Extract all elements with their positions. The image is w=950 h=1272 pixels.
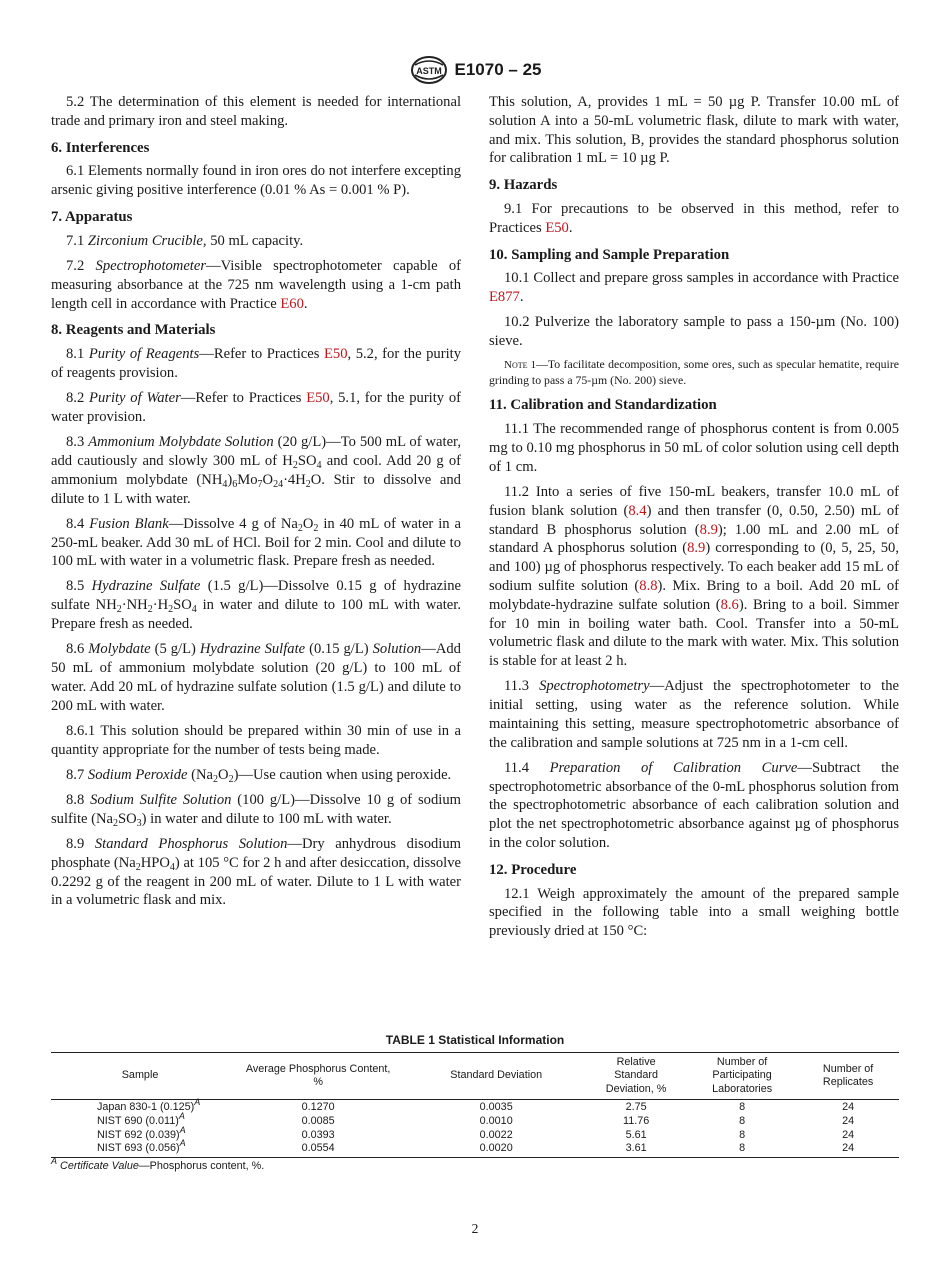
cell-labs: 8 [687,1142,797,1157]
paragraph-6-1: 6.1 Elements normally found in iron ores do not interfere excepting arsenic giving positive interference (0.01 % As = 0.001 % P). [51,163,461,199]
paragraph-10-2: 10.2 Pulverize the laboratory sample to pass a 150-µm (No. 100) sieve. [489,314,899,350]
section-11-heading: 11. Calibration and Standardization [489,397,717,414]
cell-average: 0.0085 [301,1114,335,1127]
document-designation: E1070 – 25 [454,60,542,79]
page-number: 2 [471,1221,479,1236]
section-6-heading: 6. Interferences [51,139,150,156]
section-12-heading: 12. Procedure [489,861,577,878]
section-8-heading: 8. Reagents and Materials [51,322,216,339]
cell-rsd: 3.61 [585,1142,687,1157]
paragraph-11-4: 11.4 Preparation of Calibration Curve—Subtract the spectrophotometric absorbance of the 0-mL phosphorus solution from the spectrophotometric absorbance of each calibration solution and plot the net spectrophotometric absorbance against µg of phosphorus in the color solution. [489,759,899,852]
ref-8-8-link[interactable]: 8.8 [639,577,658,594]
astm-logo-icon [409,55,449,85]
paragraph-8-8: 8.8 Sodium Sulfite Solution (100 g/L)—Dissolve 10 g of sodium sulfite $(Na_2SO_3)$ in water and dilute to 100 mL with water. [51,792,461,829]
ref-e60-link[interactable]: E60 [280,295,304,312]
cell-replicates: 24 [842,1101,855,1113]
header-average-content: Average Phosphorus Content, % [229,1053,407,1100]
note-1: Note 1—To facilitate decomposition, some ores, such as specular hematite, require grinding to pass a 75-µm (No. 200) sieve. [489,357,899,388]
header-labs: Number of Participating Laboratories [687,1053,797,1100]
cell-replicates: 24 [842,1128,855,1141]
section-7-heading: 7. Apparatus [51,208,133,225]
paragraph-12-1: 12.1 Weigh approximately the amount of the prepared sample specified in the following table into a small weighing bottle previously dried at 150 °C: [489,885,899,940]
cell-labs: 8 [739,1114,746,1127]
paragraph-7-2: 7.2 Spectrophotometer—Visible spectrophotometer capable of measuring absorbance at the 725 nm wavelength using a 1-cm path length cell in accordance with Practice E60. [51,257,461,312]
paragraph-8-3: 8.3 Ammonium Molybdate Solution (20 g/L)—To 500 mL of water, add cautiously and slowly 300 mL of $H_2SO_4$ and cool. Add 20 g of ammonium molybdate $(NH_4)_6Mo_7O_{24}\cdot 4H_2O$. Stir to dissolve and dilute to 1 L with water. [51,434,461,507]
paragraph-11-2: 11.2 Into a series of five 150-mL beakers, transfer 10.0 mL of fusion blank solution (8.4) and then transfer (0, 0.50, 2.50) mL of standard B phosphorus solution (8.9); 1.00 mL and 2.00 mL of standard A phosphorus solution (8.9) corresponding to (0, 5, 25, 50, and 100) µg of phosphorus respectively. To each beaker add 15 mL of sodium sulfite solution (8.8). Mix. Bring to a boil. Add 20 mL of molybdate-hydrazine sulfate solution (8.6). Bring to a boil. Simmer for 10 min in boiling water bath. Cool. Transfer into a 50-mL volumetric flask and dilute to the mark with water. Mix. This solution is stable for at least 2 h. [489,483,899,670]
paragraph-8-7: 8.7 Sodium Peroxide $(Na_2O_2)—Use$ caution when using peroxide. [66,766,452,785]
section-10-heading: 10. Sampling and Sample Preparation [489,246,730,263]
cell-average: 0.0554 [229,1142,407,1157]
cell-std: 0.0035 [479,1101,513,1113]
page-header [0,52,950,88]
paragraph-8-9-continued: This solution, A, provides 1 mL = 50 µg P. Transfer 10.00 mL of solution A into a 50-mL volumetric flask, dilute to mark with water, and mix. This solution, B, provides the standard phosphorus solution for calibration 1 mL = 10 µg P. [489,94,899,167]
cell-rsd: 2.75 [625,1101,647,1113]
ref-e50-link[interactable]: E50 [323,346,348,363]
paragraph-8-1: 8.1 Purity of Reagents—Refer to Practices E50, 5.2, for the purity of reagents provision. [51,346,461,381]
logo-text: ASTM [415,66,442,76]
paragraph-11-1: 11.1 The recommended range of phosphorus content is from 0.005 mg to 0.10 mg phosphorus in 50 mL of color solution using cell depth of 1 cm. [489,421,899,475]
ref-e50-link[interactable]: E50 [545,219,569,236]
paragraph-8-6-1: 8.6.1 This solution should be prepared within 30 min of use in a quantity appropriate for the number of tests being made. [51,722,461,758]
paragraph-8-2: 8.2 Purity of Water—Refer to Practices E50, 5.1, for the purity of water provision. [51,390,462,425]
table-row [51,1115,899,1129]
statistical-information-table [51,1033,899,1172]
header-replicates: Number of Replicates [797,1053,899,1100]
table-title: TABLE 1 Statistical Information [385,1033,565,1047]
header-standard-deviation: Standard Deviation [407,1053,585,1100]
table-row [51,1142,899,1157]
cell-replicates: 24 [797,1142,899,1157]
left-column [51,93,461,917]
cell-labs: 8 [739,1101,746,1113]
paragraph-11-3: 11.3 Spectrophotometry—Adjust the spectrophotometer to the initial setting, using water as the reference solution. While maintaining this setting, measure spectrophotometric absorbance of the calibration and sample solutions at 725 nm in a 1-cm cell. [489,678,899,751]
paragraph-8-4: 8.4 Fusion Blank—Dissolve 4 g of $Na_2O_2$ in 40 mL of water in a 250-mL beaker. Add 30 mL of HCl. Boil for 2 min. Cool and dilute to 100 mL with water in a volumetric flask. Prepare fresh as needed. [51,515,461,570]
paragraph-7-1: 7.1 Zirconium Crucible, 50 mL capacity. [66,232,304,249]
cell-sample: NIST 692 $(0.039)^A$ [97,1124,186,1141]
section-9-heading: 9. Hazards [489,177,558,194]
paragraph-8-9: 8.9 Standard Phosphorus Solution—Dry anhydrous disodium phosphate $(Na_2HPO_4)$ at 105 °C for 2 h and after desiccation, dissolve 0.2292 g of the reagent in 200 mL of water. Dilute to 1 L with water in a volumetric flask and mix. [51,836,461,909]
cell-sample: Japan 830-1 $(0.125)^A$ [97,1097,201,1113]
paragraph-8-5: 8.5 Hydrazine Sulfate (1.5 g/L)—Dissolve 0.15 g of hydrazine sulfate $NH_2\cdot NH_2\cdot H_2SO_4$ in water and dilute to 100 mL with water. Prepare fresh as needed. [51,578,461,633]
paragraph-9-1: 9.1 For precautions to be observed in this method, refer to Practices E50. [489,200,899,236]
cell-labs: 8 [739,1128,746,1141]
ref-e50-link[interactable]: E50 [306,390,330,407]
table-row [51,1129,899,1143]
paragraph-8-6: 8.6 Molybdate (5 g/L) Hydrazine Sulfate (0.15 g/L) Solution—Add 50 mL of ammonium molybdate solution (20 g/L) to 100 mL of water. Add 20 mL of hydrazine sulfate solution (1.5 g/L) and dilute to 200 mL with water. [51,641,461,714]
cell-std: 0.0010 [479,1114,513,1127]
table-header-row [51,1053,899,1100]
ref-8-6-link[interactable]: 8.6 [720,596,739,613]
paragraph-10-1: 10.1 Collect and prepare gross samples in accordance with Practice E877. [489,270,899,306]
cell-rsd: 11.76 [623,1114,650,1127]
right-column [489,93,899,947]
cell-std: 0.0020 [407,1142,585,1157]
ref-8-9-link[interactable]: 8.9 [699,521,718,538]
cell-sample: NIST 693 $(0.056)^A$ [51,1142,229,1157]
cell-sample: NIST 690 $(0.011)^A$ [97,1110,185,1127]
cell-std: 0.0022 [479,1128,513,1141]
ref-8-9-link[interactable]: 8.9 [687,540,706,557]
header-relative-sd: Relative Standard Deviation, % [585,1053,687,1100]
data-table [51,1052,899,1158]
cell-rsd: 5.61 [625,1128,647,1141]
cell-average: 0.0393 [301,1128,335,1141]
ref-8-4-link[interactable]: 8.4 [628,502,647,519]
cell-average: 0.1270 [301,1101,335,1113]
cell-replicates: 24 [842,1114,855,1127]
paragraph-5-2: 5.2 The determination of this element is needed for international trade and primary iron and steel making. [51,94,461,129]
table-footnote: $^A$ Certificate Value—Phosphorus content, %. [51,1156,265,1173]
ref-e877-link[interactable]: E877 [489,289,520,306]
header-sample: Sample [51,1053,229,1100]
